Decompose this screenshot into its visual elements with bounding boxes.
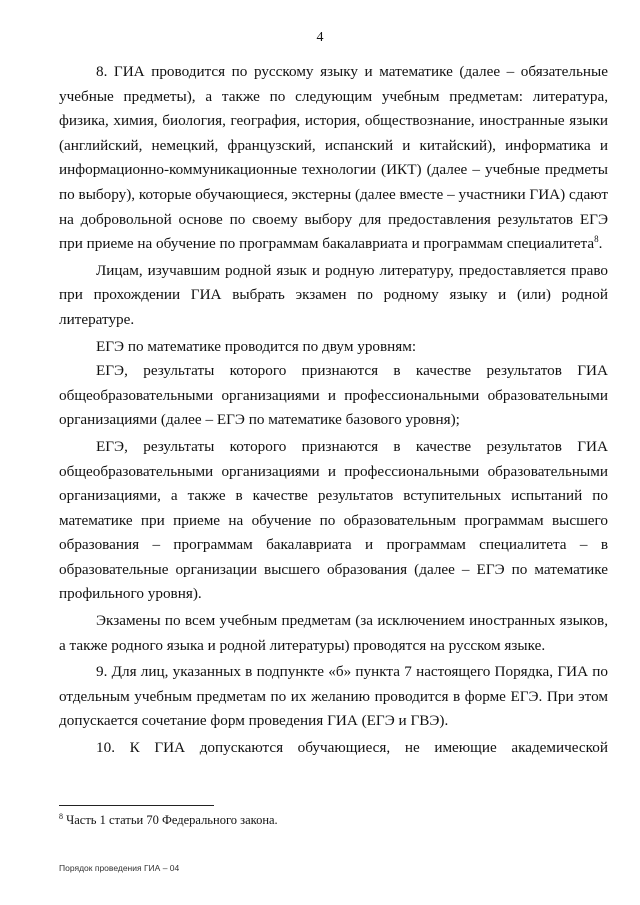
page-footer: Порядок проведения ГИА – 04 [59, 863, 180, 873]
paragraph-8-tail: . [598, 235, 603, 253]
paragraph-native-language: Лицам, изучавшим родной язык и родную литературу, предоставляется право при прохождении ГИА выбрать экзамен по родному языку и (или) родной литературе. [59, 261, 608, 328]
paragraph-9: 9. Для лиц, указанных в подпункте «б» пункта 7 настоящего Порядка, ГИА по отдельным учебным предметам по их желанию проводится в форме ЕГЭ. При этом допускается сочетание форм проведения ГИА (ЕГЭ и ГВЭ). [59, 663, 608, 730]
paragraph-8 [59, 60, 608, 257]
paragraph-10: 10. К ГИА допускаются обучающиеся, не имеющие академической [96, 739, 608, 757]
paragraph-math-levels: ЕГЭ по математике проводится по двум уровням: [96, 337, 417, 355]
footnote-divider [59, 805, 214, 806]
footnote-ref[interactable]: 8 [594, 234, 599, 245]
page-number: 4 [316, 30, 324, 45]
paragraph-math-profile: ЕГЭ, результаты которого признаются в качестве результатов ГИА общеобразовательными организациями и профессиональными образовательными организациями, а также в качестве результатов вступительных испытаний по математике при приеме на обучение по образовательным программам высшего образования – программам бакалавриата и программам специалитета – в образовательные организации высшего образования (далее – ЕГЭ по математике профильного уровня). [59, 437, 608, 603]
footnote-text: Часть 1 статьи 70 Федерального закона. [66, 813, 278, 827]
paragraph-8-text: 8. ГИА проводится по русскому языку и математике (далее – обязательные учебные предметы), а также по следующим учебным предметам: литература, физика, химия, биология, география, история, обществознание, иностранные языки (английский, немецкий, французский, испанский и китайский), информатика и информационно-коммуникационные технологии (ИКТ) (далее – учебные предметы по выбору), которые обучающиеся, экстерны (далее вместе – участники ГИА) сдают на добровольной основе по своему выбору для предоставления результатов ЕГЭ при приеме на обучение по программам бакалавриата и программам специалитета [59, 63, 608, 253]
footnote-marker: 8 [59, 811, 63, 821]
paragraph-exam-language: Экзамены по всем учебным предметам (за исключением иностранных языков, а также родного языка и родной литературы) проводятся на русском языке. [59, 612, 608, 654]
document-body [59, 60, 608, 761]
footnote [59, 812, 608, 828]
paragraph-math-basic: ЕГЭ, результаты которого признаются в качестве результатов ГИА общеобразовательными организациями и профессиональными образовательными организациями (далее – ЕГЭ по математике базового уровня); [59, 362, 608, 429]
